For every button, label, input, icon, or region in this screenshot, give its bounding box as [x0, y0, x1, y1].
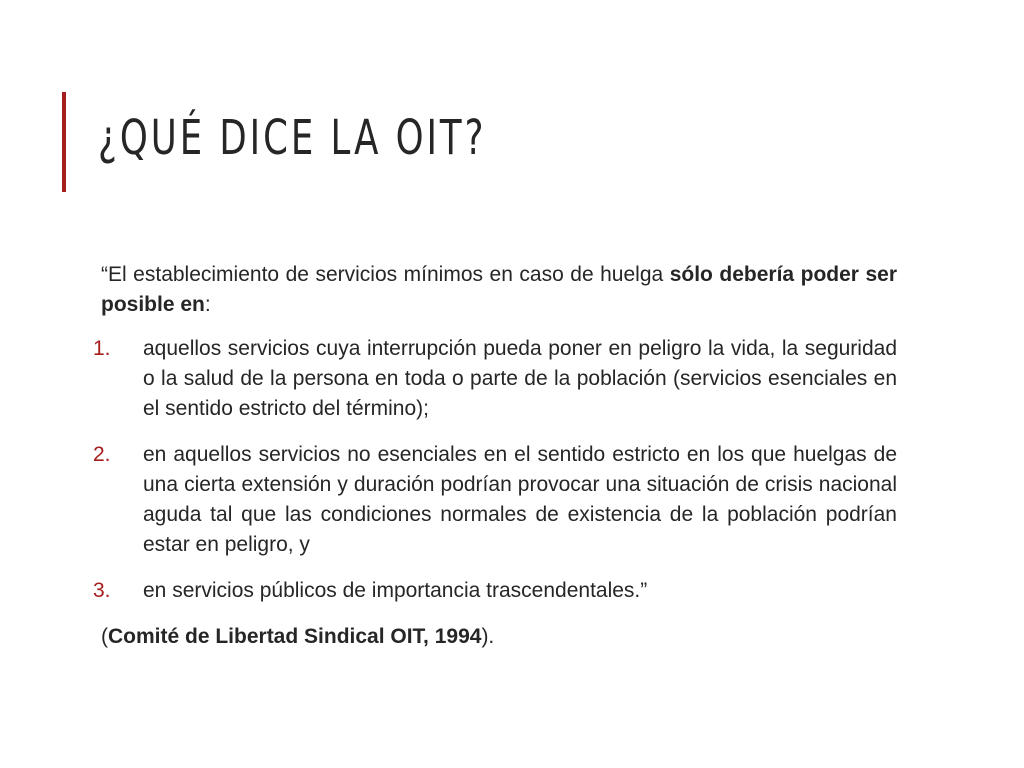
intro-bold-text: sólo debería poder ser posible en	[101, 263, 897, 316]
list-item	[93, 576, 897, 606]
citation-open: (	[101, 625, 108, 648]
title-accent-bar	[62, 92, 66, 192]
citation-close: ).	[481, 625, 495, 648]
list-item-number: 2.	[93, 443, 111, 466]
citation	[101, 622, 897, 652]
slide-body	[93, 260, 897, 652]
list-item-text: aquellos servicios cuya interrupción pueda poner en peligro la vida, la seguridad o la salud de la persona en toda o parte de la población (servicios esenciales en el sentido estricto del término);	[143, 337, 897, 420]
list-item-text: en servicios públicos de importancia trascendentales.”	[143, 579, 648, 602]
list-item-number: 3.	[93, 579, 111, 602]
list-item-number: 1.	[93, 337, 111, 360]
intro-end: :	[204, 293, 211, 316]
intro-text: “El establecimiento de servicios mínimos en caso de huelga	[101, 263, 670, 286]
list-item-text: en aquellos servicios no esenciales en el sentido estricto en los que huelgas de una cierta extensión y duración podrían provocar una situación de crisis nacional aguda tal que las condiciones normales de existencia de la población podrían estar en peligro, y	[143, 443, 897, 556]
list-item	[93, 334, 897, 424]
citation-source: Comité de Libertad Sindical OIT, 1994	[108, 625, 482, 648]
list-item	[93, 440, 897, 560]
slide-title: ¿QUÉ DICE LA OIT?	[98, 110, 487, 166]
intro-paragraph	[101, 260, 897, 320]
numbered-list	[93, 334, 897, 606]
